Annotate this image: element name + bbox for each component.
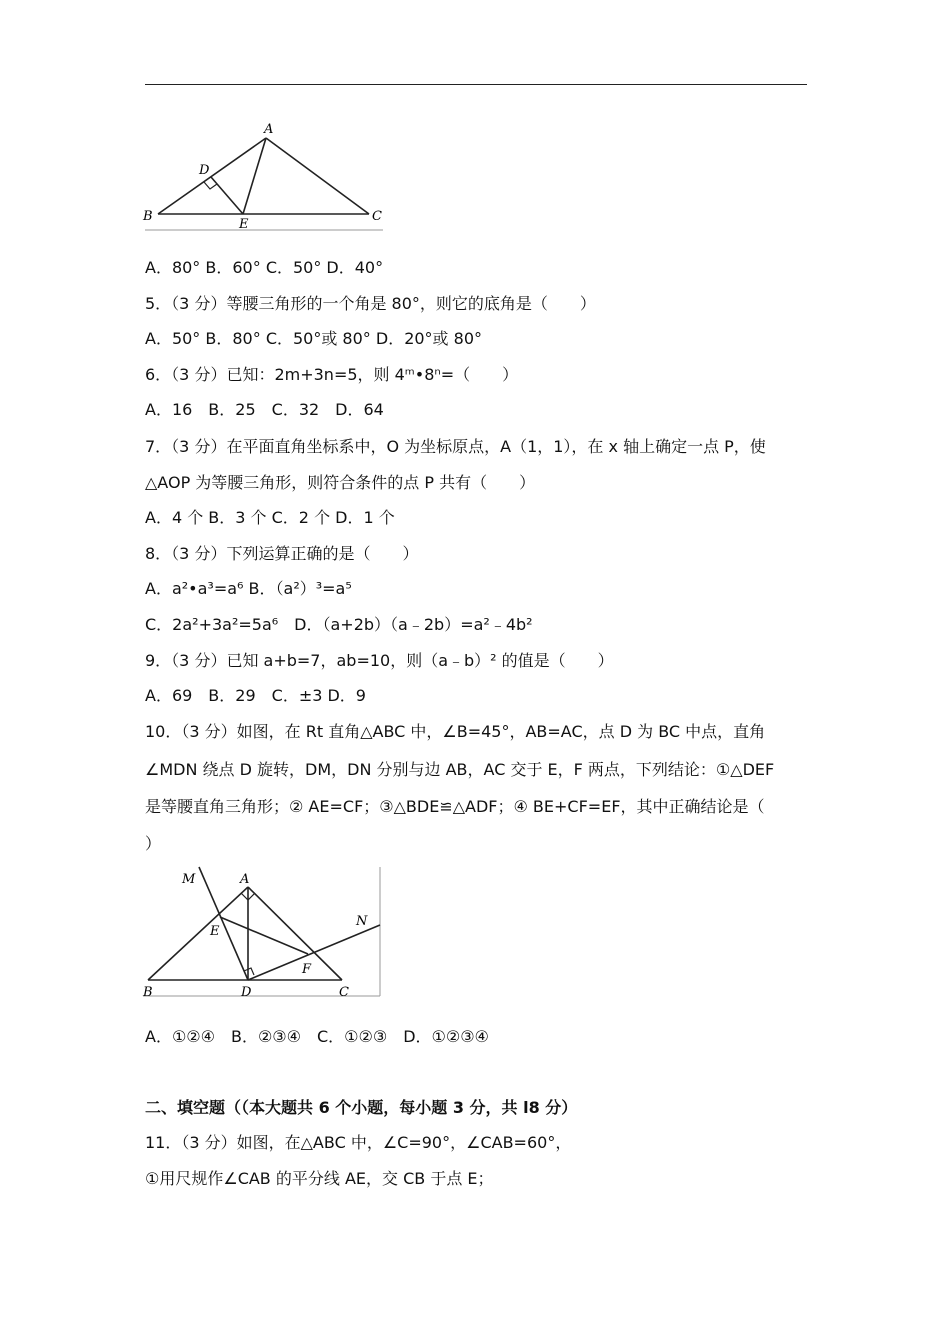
q8-stem: 8．（3 分）下列运算正确的是（ ）	[145, 544, 419, 563]
figure1-label-b: B	[143, 209, 153, 224]
q10-options: A．①②④ B．②③④ C．①②③ D．①②③④	[145, 1027, 489, 1046]
figure1-label-a: A	[264, 122, 274, 137]
q10-stem-line1: 10．（3 分）如图，在 Rt 直角△ABC 中，∠B=45°，AB=AC，点 D 为 BC 中点，直角	[145, 722, 766, 741]
figure1-label-c: C	[372, 209, 382, 224]
q10-stem-line3: 是等腰直角三角形；② AE=CF；③△BDE≌△ADF；④ BE+CF=EF，其中正确结论是（	[145, 797, 765, 816]
q6-options: A．16 B．25 C．32 D．64	[145, 400, 384, 419]
q7-stem-line1: 7．（3 分）在平面直角坐标系中，O 为坐标原点，A（1，1），在 x 轴上确定一点 P，使	[145, 437, 766, 456]
q8-options-line2: C．2a²+3a²=5a⁶ D．（a+2b）（a﹣2b）=a²﹣4b²	[145, 615, 533, 634]
figure-triangle-abc-mdn	[140, 862, 390, 1007]
figure2-label-e: E	[210, 924, 220, 939]
figure2-label-b: B	[143, 985, 153, 1000]
q6-stem: 6．（3 分）已知：2m+3n=5，则 4ᵐ•8ⁿ=（ ）	[145, 365, 519, 384]
figure2-label-c: C	[339, 985, 349, 1000]
q10-stem-line2: ∠MDN 绕点 D 旋转，DM，DN 分别与边 AB，AC 交于 E，F 两点，下列结论：①△DEF	[145, 760, 775, 779]
q7-stem-line2: △AOP 为等腰三角形，则符合条件的点 P 共有（ ）	[145, 473, 536, 492]
figure2-label-d: D	[241, 985, 252, 1000]
figure2-label-a: A	[240, 872, 250, 887]
section2-title: 二、填空题（（本大题共 6 个小题，每小题 3 分，共 l8 分）	[145, 1098, 578, 1117]
figure-triangle-abc-de	[140, 118, 390, 236]
figure1-label-e: E	[239, 217, 249, 232]
q5-stem: 5．（3 分）等腰三角形的一个角是 80°，则它的底角是（ ）	[145, 294, 596, 313]
q11-stem: 11．（3 分）如图，在△ABC 中，∠C=90°，∠CAB=60°，	[145, 1133, 572, 1152]
q9-stem: 9．（3 分）已知 a+b=7，ab=10，则（a﹣b）² 的值是（ ）	[145, 651, 614, 670]
q7-options: A．4 个 B．3 个 C．2 个 D．1 个	[145, 508, 395, 527]
figure2-label-n: N	[356, 914, 368, 929]
q5-options: A．50° B．80° C．50°或 80° D．20°或 80°	[145, 329, 483, 348]
q9-options: A．69 B．29 C．±3 D．9	[145, 686, 366, 705]
figure2-label-f: F	[302, 962, 312, 977]
figure1-label-d: D	[199, 163, 210, 178]
header-rule	[145, 84, 807, 85]
q10-stem-line4: ）	[145, 834, 162, 853]
figure2-label-m: M	[182, 872, 196, 887]
q4-options: A．80° B．60° C．50° D．40°	[145, 258, 384, 277]
q8-options-line1: A．a²•a³=a⁶ B．（a²）³=a⁵	[145, 579, 352, 598]
q11-part1: ①用尺规作∠CAB 的平分线 AE，交 CB 于点 E；	[145, 1169, 494, 1188]
